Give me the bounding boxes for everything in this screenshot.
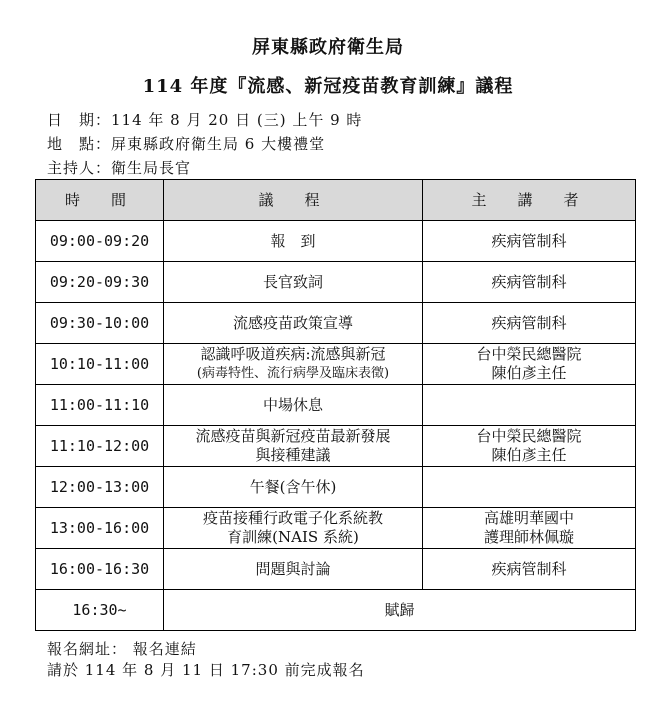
table-row xyxy=(36,508,636,549)
row-speaker xyxy=(423,549,636,590)
table-row xyxy=(36,262,636,303)
table-row xyxy=(36,385,636,426)
row-agenda xyxy=(164,467,423,508)
signup-label: 報名網址： xyxy=(47,640,128,658)
header-time: 時 間 xyxy=(36,180,164,221)
agenda-line: 流感疫苗政策宣導 xyxy=(232,313,353,332)
row-agenda xyxy=(164,221,423,262)
date-value: 114 年 8 月 20 日 (三) 上午 9 時 xyxy=(111,111,363,129)
agenda-line: 賦歸 xyxy=(384,600,415,619)
row-time: 10:10-11:00 xyxy=(36,344,164,385)
agenda-line: 認識呼吸道疾病:流感與新冠 xyxy=(200,345,386,363)
row-speaker xyxy=(423,508,636,549)
speaker-line: 疾病管制科 xyxy=(491,559,567,578)
speaker-subline: 護理師林佩璇 xyxy=(483,528,574,546)
row-time: 12:00-13:00 xyxy=(36,467,164,508)
header-speaker: 主 講 者 xyxy=(423,180,636,221)
row-time: 16:00-16:30 xyxy=(36,549,164,590)
info-place xyxy=(47,133,325,154)
info-date xyxy=(47,109,362,130)
speaker-subline: 陳伯彥主任 xyxy=(491,364,567,382)
row-speaker xyxy=(423,385,636,426)
row-time: 09:30-10:00 xyxy=(36,303,164,344)
deadline-line: 請於 114 年 8 月 11 日 17:30 前完成報名 xyxy=(47,661,365,679)
place-value: 屏東縣政府衛生局 6 大樓禮堂 xyxy=(111,135,326,153)
row-agenda xyxy=(164,385,423,426)
row-time: 16:30~ xyxy=(36,590,164,631)
speaker-line: 疾病管制科 xyxy=(491,272,567,291)
agenda-line: 報 到 xyxy=(270,231,316,250)
row-agenda xyxy=(164,590,636,631)
row-speaker xyxy=(423,467,636,508)
row-agenda xyxy=(164,262,423,303)
place-label: 地 點： xyxy=(47,135,112,153)
table-row xyxy=(36,344,636,385)
table-row xyxy=(36,549,636,590)
speaker-line: 疾病管制科 xyxy=(491,231,567,250)
row-speaker xyxy=(423,221,636,262)
row-time: 13:00-16:00 xyxy=(36,508,164,549)
row-speaker xyxy=(423,303,636,344)
date-label: 日 期： xyxy=(47,111,112,129)
table-row-final xyxy=(36,590,636,631)
row-agenda xyxy=(164,426,423,467)
speaker-line: 台中榮民總醫院 xyxy=(476,345,582,363)
event-title: 114 年度『流感、新冠疫苗教育訓練』議程 xyxy=(142,76,514,97)
row-time: 11:10-12:00 xyxy=(36,426,164,467)
row-agenda xyxy=(164,303,423,344)
table-header-row xyxy=(36,180,636,221)
speaker-line: 高雄明華國中 xyxy=(483,509,574,527)
row-time: 09:00-09:20 xyxy=(36,221,164,262)
org-title: 屏東縣政府衛生局 xyxy=(252,37,404,58)
host-value: 衛生局長官 xyxy=(111,159,192,177)
agenda-line: 問題與討論 xyxy=(255,559,331,578)
agenda-line: 中場休息 xyxy=(262,395,323,414)
header-agenda: 議 程 xyxy=(164,180,423,221)
agenda-subline: (病毒特性、流行病學及臨床表徵) xyxy=(196,366,390,381)
host-label: 主持人： xyxy=(47,159,112,177)
agenda-table xyxy=(35,179,636,631)
row-speaker xyxy=(423,344,636,385)
speaker-line: 台中榮民總醫院 xyxy=(476,427,582,445)
speaker-subline: 陳伯彥主任 xyxy=(491,446,567,464)
row-time: 11:00-11:10 xyxy=(36,385,164,426)
agenda-line: 流感疫苗與新冠疫苗最新發展 xyxy=(195,427,391,445)
table-row xyxy=(36,303,636,344)
agenda-subline: 與接種建議 xyxy=(255,446,331,464)
signup-link[interactable]: 報名連結 xyxy=(132,640,197,658)
speaker-line: 疾病管制科 xyxy=(491,313,567,332)
table-row xyxy=(36,221,636,262)
row-time: 09:20-09:30 xyxy=(36,262,164,303)
row-speaker xyxy=(423,426,636,467)
agenda-subline: 育訓練(NAIS 系統) xyxy=(227,528,359,546)
agenda-line: 午餐(含午休) xyxy=(249,477,337,496)
row-speaker xyxy=(423,262,636,303)
agenda-line: 長官致詞 xyxy=(262,272,323,291)
table-row xyxy=(36,426,636,467)
row-agenda xyxy=(164,508,423,549)
info-host xyxy=(47,157,191,178)
row-agenda xyxy=(164,344,423,385)
agenda-line: 疫苗接種行政電子化系統教 xyxy=(202,509,383,527)
row-agenda xyxy=(164,549,423,590)
table-row xyxy=(36,467,636,508)
signup-line xyxy=(47,638,197,659)
